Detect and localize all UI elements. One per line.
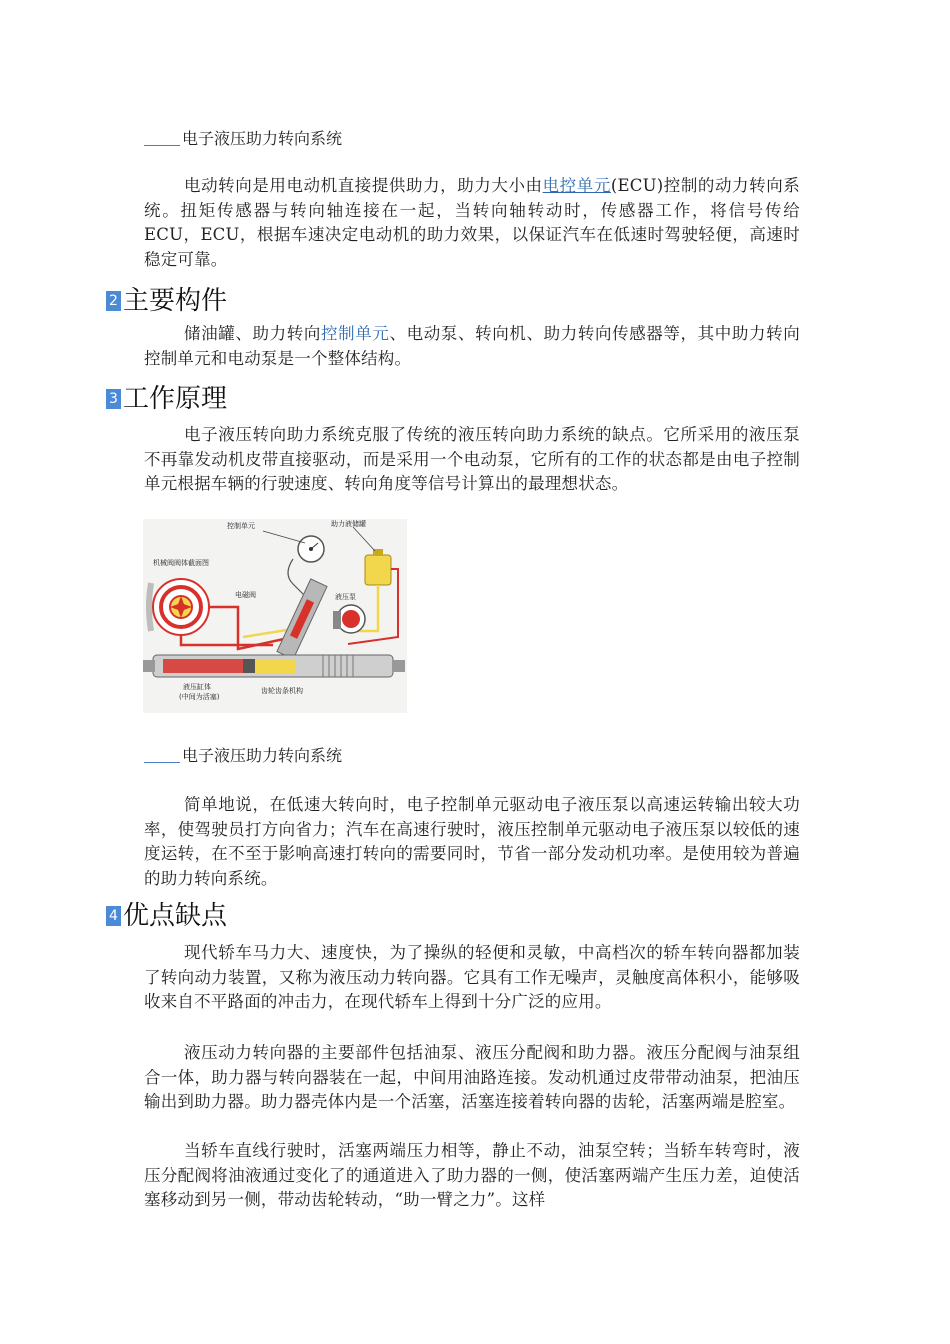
reservoir-icon [365,555,391,585]
paragraph-summary: 简单地说，在低速大转向时，电子控制单元驱动电子液压泵以高速运转输出较大功率，使驾驶员打方向省力；汽车在高速行驶时，液压控制单元驱动电子液压泵以较低的速度运转，在不至于影响高速打转向的需要同时，节省一部分发动机功率。是使用较为普遍的助力转向系统。 [144,795,800,888]
paragraph-pros-2: 液压动力转向器的主要部件包括油泵、液压分配阀和助力器。液压分配阀与油泵组合一体，助力器与转向器装在一起，中间用油路连接。发动机通过皮带带动油泵，把油压输出到助力器。助力器壳体内是一个活塞，活塞连接着转向器的齿轮，活塞两端是腔室。 [144,1043,800,1111]
section-heading-components [106,284,227,318]
section-title: 工作原理 [123,384,228,414]
link-control-unit[interactable]: 控制单元 [320,324,390,343]
label-valve-section: 机械阀阀体截面图 [153,559,209,567]
text: (ECU)控制的动力转向系统。扭矩传感器与转向轴连接在一起，当转向轴转动时，传感器工作，将信号传给ECU，ECU，根据车速决定电动机的助力效果，以保证汽车在低速时驾驶轻便，高速时稳定可靠。 [144,176,800,269]
section-heading-pros-cons [106,899,227,933]
text: 电动转向是用电动机直接提供助力，助力大小由 [184,176,543,195]
label-reservoir: 助力液储罐 [331,520,366,528]
section-title: 主要构件 [123,286,228,316]
text: 、电动泵、转向机、助力转向传感器等，其中助力转向控制单元和电动泵是一个整体结构。 [144,324,800,368]
paragraph-principle: 电子液压转向助力系统克服了传统的液压转向助力系统的缺点。它所采用的液压泵不再靠发动机皮带直接驱动，而是采用一个电动泵，它所有的工作的状态都是由电子控制单元根据车辆的行驶速度、转向角度等信号计算出的最理想状态。 [144,425,800,493]
label-pump: 液压泵 [335,593,356,601]
section-title: 优点缺点 [123,901,228,931]
figure-caption [144,128,342,150]
figure-caption [144,745,342,767]
caption-text: 电子液压助力转向系统 [182,129,343,148]
caption-rule [144,144,180,146]
label-cylinder-note: (中间为活塞) [179,693,220,701]
caption-text: 电子液压助力转向系统 [182,746,343,765]
section-number-badge: 2 [106,291,121,311]
paragraph-components [144,322,800,371]
caption-rule [144,761,180,763]
label-control-unit: 控制单元 [227,522,255,530]
section-heading-principle [106,382,227,416]
steering-system-diagram [143,519,407,713]
label-cylinder: 液压缸体 [183,683,211,691]
section-number-badge: 3 [106,389,121,409]
paragraph-pros-3: 当轿车直线行驶时，活塞两端压力相等，静止不动，油泵空转；当轿车转弯时，液压分配阀将油液通过变化了的通道进入了助力器的一侧，使活塞两端产生压力差，迫使活塞移动到另一侧，带动齿轮转动，“助一臂之力”。这样 [144,1141,800,1209]
section-number-badge: 4 [106,906,121,926]
label-solenoid: 电磁阀 [235,591,256,599]
link-ecu[interactable]: 电控单元 [542,176,611,195]
paragraph-pros-1: 现代轿车马力大、速度快，为了操纵的轻便和灵敏，中高档次的轿车转向器都加装了转向动力装置，又称为液压动力转向器。它具有工作无噪声，灵触度高体积小，能够吸收来自不平路面的冲击力，在现代轿车上得到十分广泛的应用。 [144,943,800,1011]
paragraph-intro [144,174,800,272]
label-rack: 齿轮齿条机构 [261,687,303,695]
text: 储油罐、助力转向 [184,324,321,343]
